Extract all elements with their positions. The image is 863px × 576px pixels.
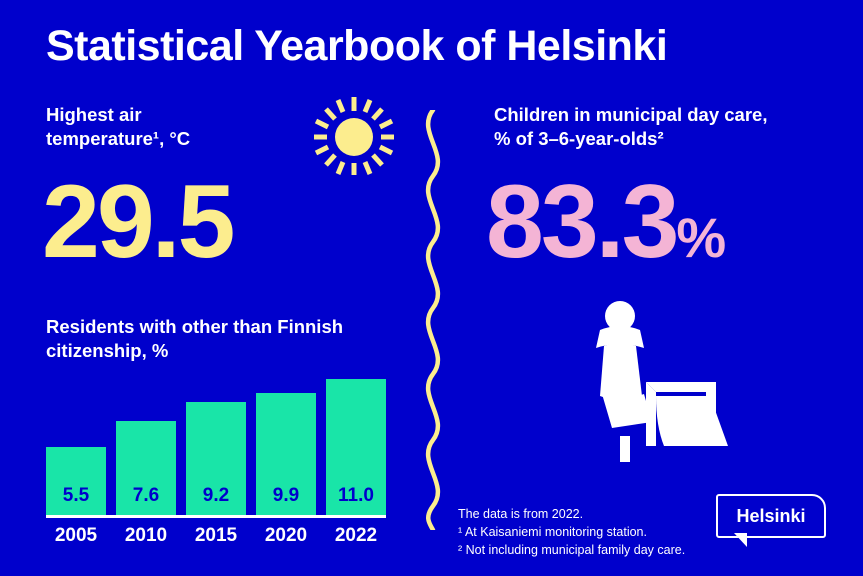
bar-value-label: 7.6: [132, 485, 160, 506]
child-slide-icon: [560, 296, 750, 466]
daycare-label: [494, 103, 824, 150]
temperature-label: [46, 103, 296, 150]
temperature-value: 29.5: [42, 164, 233, 280]
x-tick-label: 2022: [334, 524, 378, 546]
temperature-label-line2: temperature¹, °C: [46, 127, 191, 149]
sun-icon: [298, 95, 410, 175]
chart-x-tick-labels: [46, 525, 386, 547]
x-tick-label: 2020: [264, 524, 308, 546]
citizenship-label: [46, 315, 386, 362]
bar-value-label: 5.5: [62, 485, 90, 506]
daycare-value-number: 83.3: [486, 164, 677, 280]
logo-speech-tail: [736, 535, 747, 547]
footnote-source: The data is from 2022.: [458, 507, 584, 521]
bar-value-label: 11.0: [338, 485, 374, 506]
daycare-value-unit: %: [676, 206, 726, 269]
wavy-divider-icon: [408, 110, 458, 530]
chart-x-axis: [46, 515, 386, 518]
daycare-value: [486, 164, 726, 280]
bar-value-label: 9.2: [202, 485, 230, 506]
bar-column: [116, 421, 176, 515]
footnotes: [458, 505, 685, 559]
x-tick-label: 2015: [194, 524, 238, 546]
daycare-label-line1: Children in municipal day care,: [494, 104, 768, 125]
daycare-label-line2: % of 3–6-year-olds²: [494, 127, 664, 149]
chart-plot-area: [46, 365, 386, 515]
bar-value-label: 9.9: [272, 485, 300, 506]
citizenship-label-line1: Residents with other than Finnish: [46, 316, 344, 337]
bar-column: [256, 393, 316, 515]
x-tick-label: 2005: [54, 524, 98, 546]
helsinki-logo: [716, 494, 826, 538]
footnote-2: ² Not including municipal family day care.: [458, 543, 686, 558]
footnote-1: ¹ At Kaisaniemi monitoring station.: [458, 525, 647, 540]
bar-column: [326, 379, 386, 515]
temperature-label-line1: Highest air: [46, 104, 142, 125]
helsinki-logo-text: Helsinki: [736, 505, 806, 526]
bar-column: [186, 402, 246, 515]
citizenship-bar-chart: [46, 365, 386, 545]
page-title: Statistical Yearbook of Helsinki: [46, 22, 668, 70]
citizenship-label-line2: citizenship, %: [46, 339, 169, 361]
x-tick-label: 2010: [124, 524, 168, 546]
bar-column: [46, 447, 106, 515]
